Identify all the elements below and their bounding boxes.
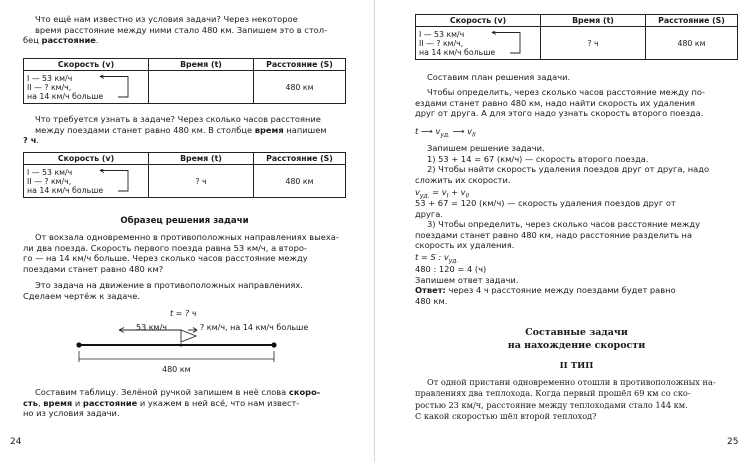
cell-time: ? ч: [541, 27, 646, 60]
cell-speed: I — 53 км/ч II — ? км/ч, на 14 км/ч больше: [24, 71, 149, 104]
right-page: [375, 0, 750, 462]
cell-distance: 480 км: [254, 165, 346, 198]
section-title: Составные задачи на нахождение скорости: [507, 327, 646, 351]
page-number-left: 24: [10, 437, 22, 447]
scheme: t ⟶ $v_{уд.}$ ⟶ $v_{II}$: [415, 126, 476, 139]
page-number-right: 25: [727, 437, 739, 447]
plan-line: Составим план решения задачи.: [427, 72, 571, 82]
left-paragraph-4: Это задача на движение в противоположных направлениях. Сделаем чертёж к задаче.: [23, 280, 303, 301]
time-label: t = ? ч: [170, 309, 197, 318]
left-speed-label: 53 км/ч: [136, 323, 168, 332]
right-speed-label: ? км/ч, на 14 км/ч больше: [200, 323, 309, 332]
left-heading: Образец решения задачи: [120, 216, 249, 226]
table-3: Скорость (v) Время (t) Расстояние (S) I — 53 км/ч II — ? км/ч, на 14 км/ч больше ? ч 480 км: [415, 14, 738, 60]
left-paragraph-3: От вокзала одновременно в противоположных направлениях выеха- ли два поезда. Скорость первого поезда равна 53 км/ч, а второ- го — на 14 км/ч больше. Через сколько часов расстояние между поездами станет равно 480 км?: [23, 232, 339, 274]
right-paragraph-1: Чтобы определить, через сколько часов расстояние между по- ездами станет равно 480 км, надо найти скорость их удаления друг от друга. А для этого надо узнать скорость второго поезда.: [415, 87, 706, 119]
header-speed: Скорость (v): [24, 59, 149, 71]
cell-distance: 480 км: [646, 27, 738, 60]
task-text: От одной пристани одновременно отошли в противоположных на- правлениях два теплохода. Когда первый прошёл 69 км со ско- ростью 23 км/ч, расстояние между теплоходами стало 144 км. С какой скоростью шёл второй теплоход?: [415, 377, 716, 422]
solution-block-2: 53 + 67 = 120 (км/ч) — скорость удаления поездов друг от друга. 3) Чтобы определить, через сколько часов расстояние между поездами станет равно 480 км, надо расстояние разделить на скорость их удаления.: [415, 198, 701, 251]
header-time: Время (t): [149, 59, 254, 71]
header-distance: Расстояние (S): [254, 59, 346, 71]
cell-speed: I — 53 км/ч II — ? км/ч, на 14 км/ч больше: [416, 27, 541, 60]
type-label: II ТИП: [559, 361, 594, 371]
cell-time: ? ч: [149, 165, 254, 198]
table-2: Скорость (v) Время (t) Расстояние (S) I — 53 км/ч II — ? км/ч, на 14 км/ч больше ? ч 480 км: [23, 152, 346, 198]
formula-speed: $v_{уд.} = v_I + v_{II}$: [415, 187, 470, 200]
bracket-arrow-icon: [486, 31, 526, 57]
left-paragraph-2: Что требуется узнать в задаче? Через сколько часов расстояние между поездами станет равно 480 км. В столбце время напишем ? ч.: [23, 114, 327, 146]
cell-distance: 480 км: [254, 71, 346, 104]
left-paragraph-1: Что ещё нам известно из условия задачи? Через некоторое время расстояние между ними стало 480 км. Запишем это в стол- бец расстояние.: [23, 14, 328, 46]
solution-block: Запишем решение задачи. 1) 53 + 14 = 67 (км/ч) — скорость второго поезда. 2) Чтобы найти скорость удаления поездов друг от друга, надо сложить их скорости.: [415, 143, 710, 185]
formula-time: t = S : $v_{уд.}$: [415, 252, 459, 265]
distance-label: 480 км: [162, 365, 191, 374]
cell-speed: I — 53 км/ч II — ? км/ч, на 14 км/ч больше: [24, 165, 149, 198]
left-paragraph-5: Составим таблицу. Зелёной ручкой запишем в неё слова скоро- сть, время и расстояние и укажем в ней всё, что нам извест- но из условия задачи.: [23, 387, 321, 419]
calc-block: 480 : 120 = 4 (ч) Запишем ответ задачи. Ответ: через 4 ч расстояние между поездами будет равно 480 км.: [415, 264, 676, 306]
